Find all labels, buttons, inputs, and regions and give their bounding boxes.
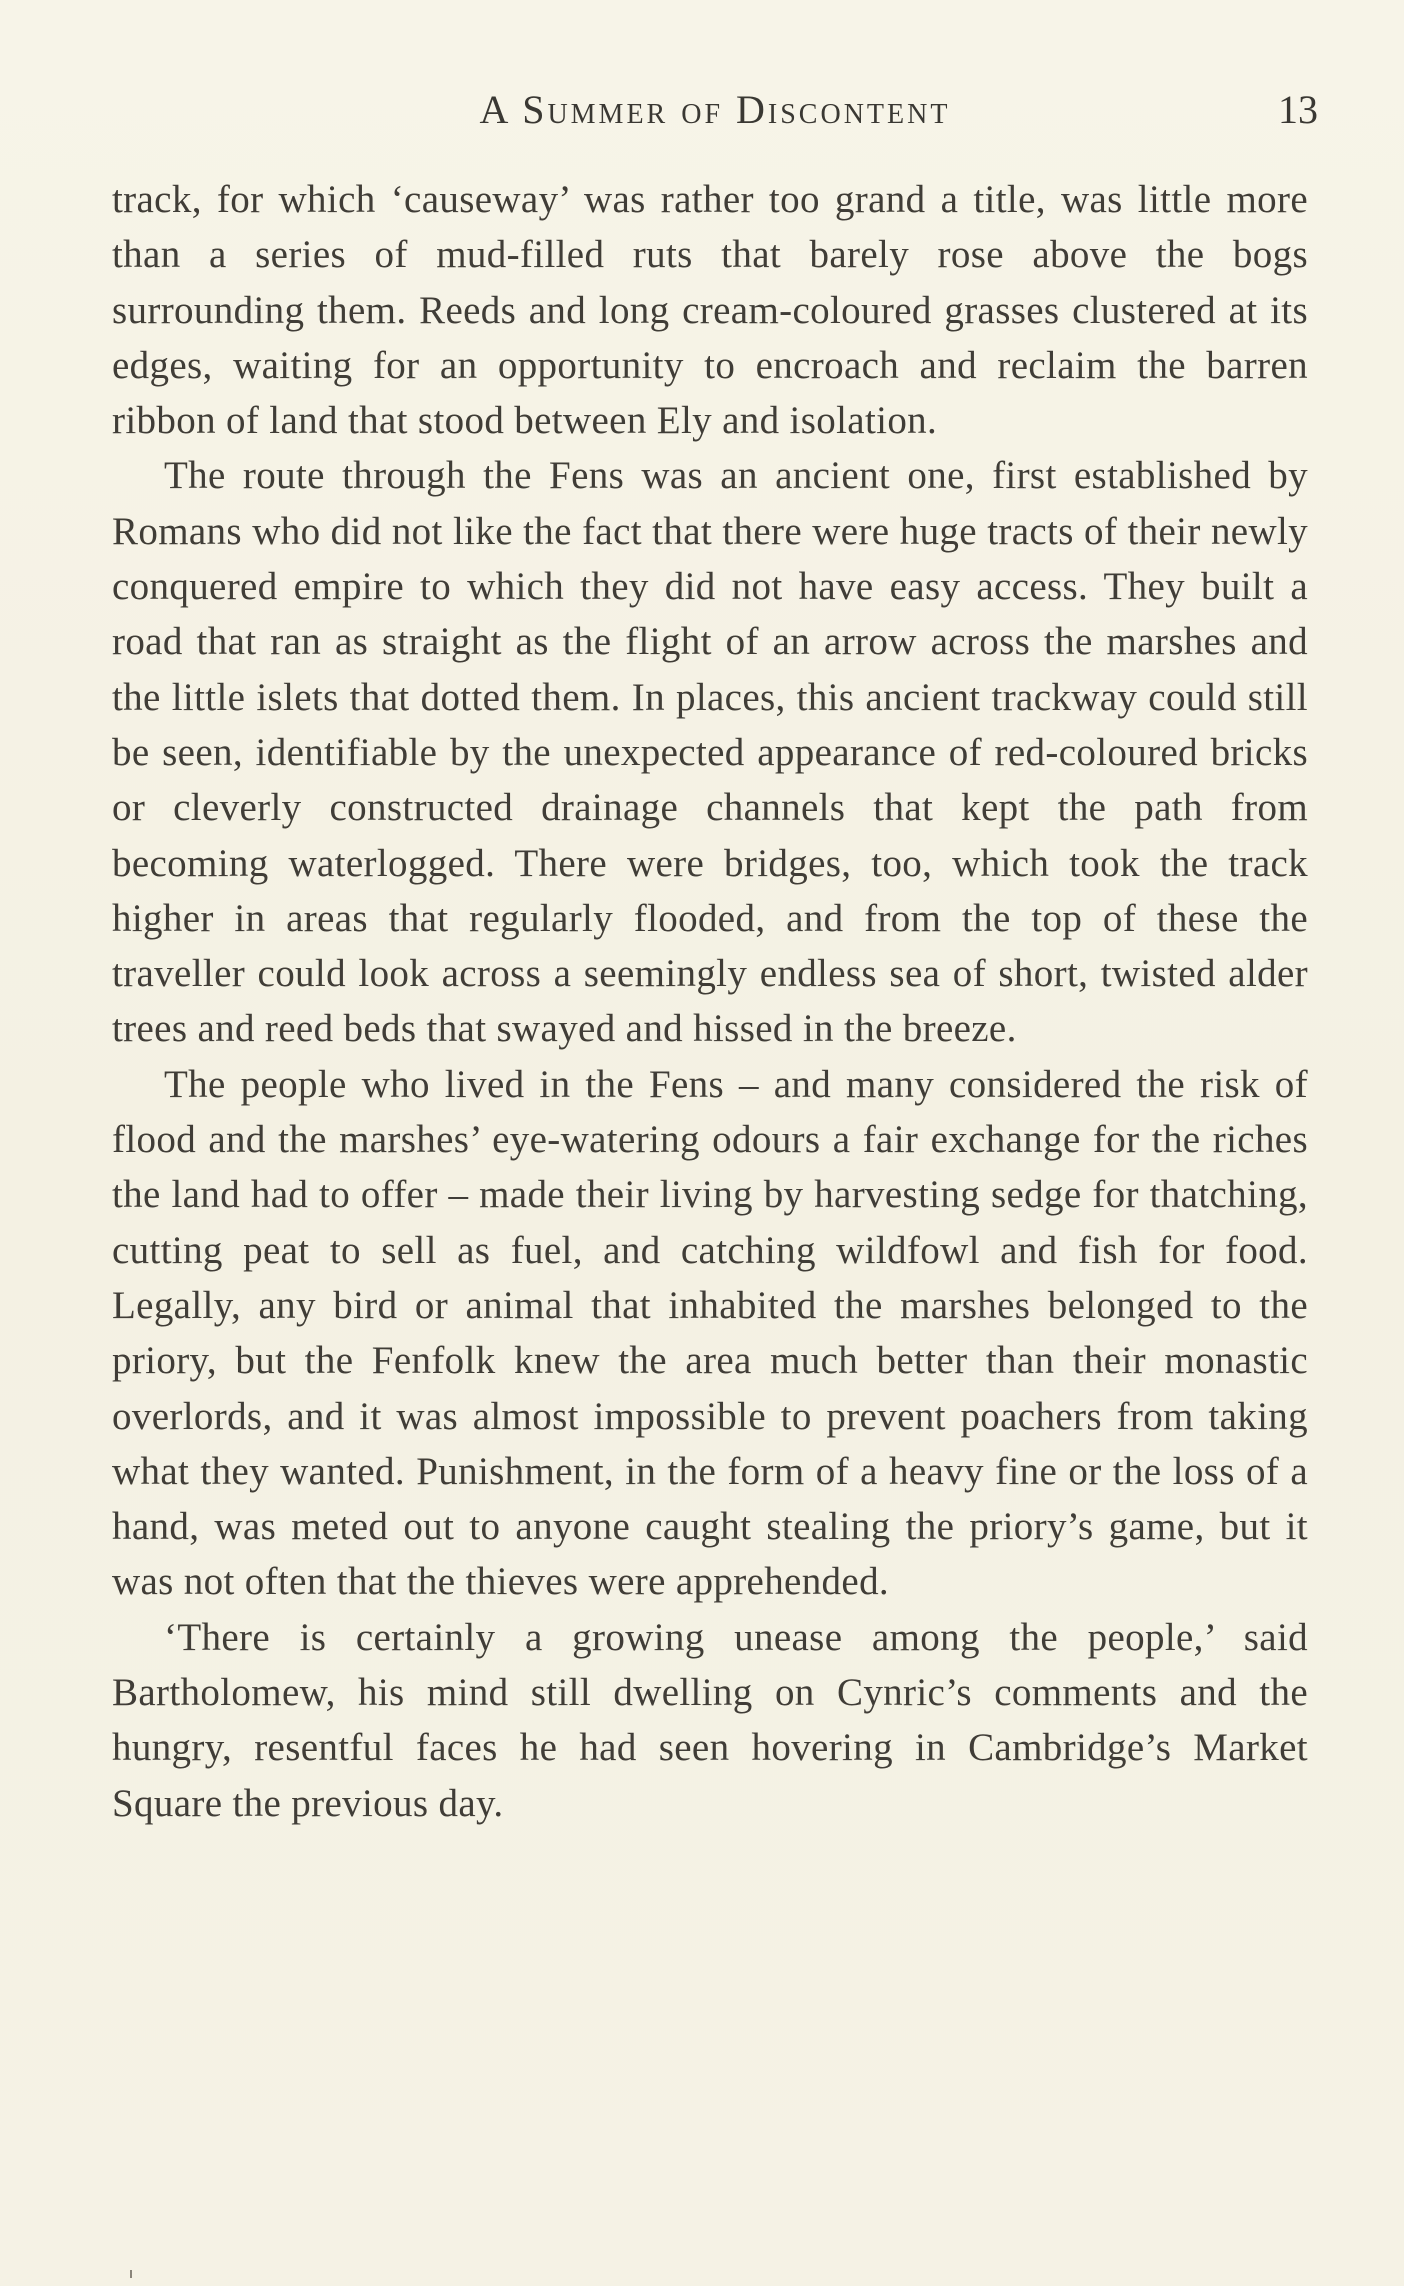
paragraph-2: The route through the Fens was an ancient one, first established by Romans who did not like the fact that there were huge tracts of their newly conquered empire to which they did not have easy access. They built a road that ran as straight as the flight of an arrow across the marshes and the little islets that dotted them. In places, this ancient trackway could still be seen, identifiable by the unexpected appearance of red-coloured bricks or cleverly constructed drainage channels that kept the path from becoming waterlogged. There were bridges, too, which took the track higher in areas that regularly flooded, and from the top of these the traveller could look across a seemingly endless sea of short, twisted alder trees and reed beds that swayed and hissed in the breeze. [112, 454, 1308, 1051]
paragraph-1: track, for which ‘causeway’ was rather too grand a title, was little more than a series of mud-filled ruts that barely rose above the bogs surrounding them. Reeds and long cream-coloured grasses clustered at its edges, waiting for an opportunity to encroach and reclaim the barren ribbon of land that stood between Ely and isolation. [112, 178, 1308, 443]
paragraph-4: ‘There is certainly a growing unease among the people,’ said Bartholomew, his mind still dwelling on Cynric’s comments and the hungry, resentful faces he had seen hovering in Cambridge’s Market Square the previous day. [112, 1615, 1308, 1825]
page-number: 13 [1278, 87, 1318, 132]
running-head: A Summer of Discontent [479, 87, 951, 132]
paper-speck [130, 2270, 132, 2278]
page-header [112, 86, 1318, 142]
paragraph-3: The people who lived in the Fens – and many considered the risk of flood and the marshes’ eye-watering odours a fair exchange for the riches the land had to offer – made their living by harvesting sedge for thatching, cutting peat to sell as fuel, and catching wildfowl and fish for food. Legally, any bird or animal that inhabited the marshes belonged to the priory, but the Fenfolk knew the area much better than their monastic overlords, and it was almost impossible to prevent poachers from taking what they wanted. Punishment, in the form of a heavy fine or the loss of a hand, was meted out to anyone caught stealing the priory’s game, but it was not often that the thieves were apprehended. [112, 1062, 1308, 1604]
body-text [112, 172, 1308, 1831]
